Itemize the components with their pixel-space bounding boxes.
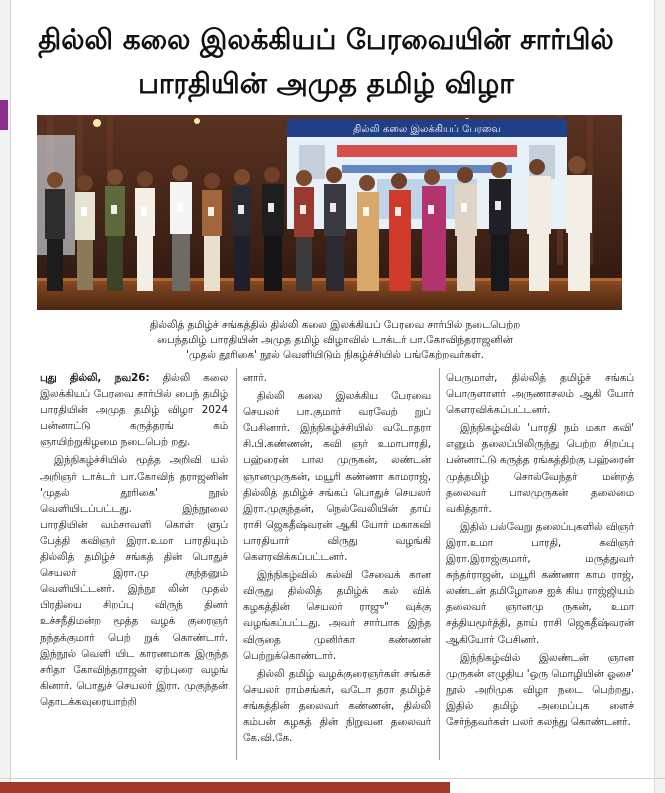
headline-line-1: தில்லி கலை இலக்கியப் பேரவையின் சார்பில் [38, 23, 614, 56]
article-column-2 [243, 370, 431, 748]
person-9 [294, 170, 314, 291]
article-paragraph: இந்நிகழ்வில் இலண்டன் ஞான முருகன் எழுதிய 'ஒரு மொழியின் ஓசை' நூல் அறிமுக விழா நடை பெற்றது. இதில் தமிழ் அமைப்புக ளைச் சேர்ந்தவர்கள் பலர் கலந்து கொண்டனர். [446, 651, 634, 728]
column-divider-2 [439, 368, 440, 760]
paragraph-text: தில்லி கலை இலக்கியப் பேரவை சார்பில் பைந் தமிழ் பாரதியின் அமுத தமிழ் விழா 2024 பன்னாட்டு கருத்தரங் கம் ஞாயிற்றுகிழமை நடைபெற் றது. [40, 372, 228, 449]
event-photo-illustration [37, 115, 622, 310]
article-paragraph: தில்லி தமிழ் வழக்குரைஞர்கள் சங்கச் செயலர் ராம்சங்கர், வடோ தரா தமிழ்ச் சங்கத்தின் தலைவர் கண்ணன், தில்லி கம்பன் கழகத் தின் நிறுவன தலைவர் கே.வி.கே. [243, 667, 431, 745]
person-8 [262, 167, 284, 291]
right-page-edge [654, 0, 665, 793]
bottom-divider [0, 778, 665, 779]
caption-line-3: 'முதல் தூரிகை' நூல் வெளியிடும் நிகழ்ச்சியில் பங்கேற்றவர்கள். [186, 349, 484, 361]
article-paragraph: பெருமாள், தில்லித் தமிழ்ச் சங்கப் பொருளாளர் அருணாசலம் ஆகி யோர் கௌரவிக்கப்பட்டனர். [446, 372, 634, 417]
article-paragraph: இதில் பல்வேறு தலைப்புகளில் விஞர் இரா.உமா பாரதி, கவிஞர் இரா.இராஜ்குமார், மருத்துவர் சுந்தர்ராஜன், மயூரி கண்ணா காம ராஜ், லண்டன் தமிழோசை ஐக் கிய ராஜ்ஜியம் தலைவர் ஞானமு ருகன், உமா சத்தியமூர்த்தி, தாய் ராசி ஜெகதீஷ்வரன் ஆகியோர் பேசினர். [446, 520, 634, 646]
person-7 [232, 169, 252, 291]
person-1 [45, 172, 65, 291]
person-6 [202, 173, 222, 291]
left-page-edge [0, 0, 11, 793]
article-paragraph [40, 370, 228, 450]
person-16 [527, 159, 551, 291]
person-15 [489, 162, 511, 291]
article-column-3 [446, 370, 634, 732]
person-17 [566, 156, 592, 291]
article-paragraph: தில்லி கலை இலக்கிய பேரவை செயலர் பா.குமார் வரவேற் றுப் பேசினார். இந்நிகழ்ச்சியில் வடோதரா சி.பி.கண்ணன், கவி ஞர் உமாபாரதி, பஹ்ரைன் பால முருகன், லண்டன் ஞானமுருகன், மயூரி கண்ணா காமராஜ், தில்லித் தமிழ்ச் சங்கப் பொதுச் செயலர் இரா.முகுந்தன், நெல்வேலியின் தாய் ராசி ஜெகதீஷ்வரன் ஆகி யோர் மகாகவி பாரதியார் விருது வழங்கி கௌரவிக்கப்பட்டனர். [243, 390, 431, 564]
person-13 [422, 169, 446, 291]
article-column-1 [40, 370, 228, 712]
person-3 [105, 169, 125, 291]
person-11 [357, 175, 379, 291]
left-edge-accent [0, 100, 8, 130]
photo-caption [40, 318, 630, 363]
article-paragraph: இந்நிகழ்வில் கல்வி சேவைக் கான விருது தில்லித் தமிழ்க் கல் விக் கழகத்தின் செயலர் ராஜு" வுக்கு வழங்கப்பட்டது. அவர் சார்பாக இந்த விருதை முனிர்கா கண்ணன் பெற்றுக்கொண்டார். [243, 569, 431, 662]
headline-line-2: பாரதியின் அமுத தமிழ் விழா [138, 67, 514, 100]
caption-line-2: பைந்தமிழ் பாரதியின் அமுத தமிழ் விழாவில் டாக்டர் பா.கோவிந்தராஜனின் [157, 334, 513, 346]
event-photo [37, 115, 622, 310]
person-14 [455, 167, 477, 291]
caption-line-1: தில்லித் தமிழ்ச் சங்கத்தில் தில்லி கலை இலக்கியப் பேரவை சார்பில் நடைபெற்ற [149, 319, 521, 331]
dateline: புது தில்லி, நவ26: [40, 372, 150, 384]
next-article-header-bar [0, 782, 450, 793]
person-12 [389, 173, 411, 291]
person-10 [324, 167, 346, 291]
person-5 [170, 165, 192, 291]
article-paragraph: இந்நிகழ்வில் 'பாரதி நம் மகா கவி' எனும் தலைப்பிலிருந்து பெற்ற சிறப்பு பன்னாட்டு கருத்த ரங்கத்திற்கு பஹ்ரைன் முத்தமிழ் சொல்வேந்தர் மன்றத் தலைவர் பாலமுருகன் தலைமை வகித்தார். [446, 422, 634, 515]
article-paragraph: னார். [243, 372, 268, 384]
column-divider-1 [236, 368, 237, 760]
banner-title: தில்லி கலை இலக்கியப் பேரவை [353, 124, 501, 135]
person-2 [75, 175, 95, 290]
article-paragraph: இந்நிகழ்ச்சியில் மூத்த அறிவி யல் அறிஞர் டாக்டர் பா.கோவிந் தராஜனின் 'முதல் தூரிகை' நூல் வெளியிடப்பட்டது. இந்நூலை பாரதியின் வம்சாவளி கொள் ளுப் பேத்தி கவிஞர் இரா.உமா பாரதியும் தில்லித் தமிழ்ச் சங்கத் தின் பொதுச் செயலர் இரா.மு குந்தனும் வெளியிட்டனர். இந்நூ லின் முதல் பிரதியை சிறப்பு விருந் தினர் உச்சநீதிமன்ற மூத்த வழக் குரைஞர் நந்தக்குமார் பெற் றுக் கொண்டார். இந்நூல் வெளி யிட காரணமாக இருந்த சரிதா கோவிந்தராஜன் ஏற்புரை வழங் கினார். பொதுச் செயலர் இரா. முகுந்தன் தொடக்கவுரையாற்றி [40, 454, 228, 708]
person-4 [135, 171, 155, 291]
